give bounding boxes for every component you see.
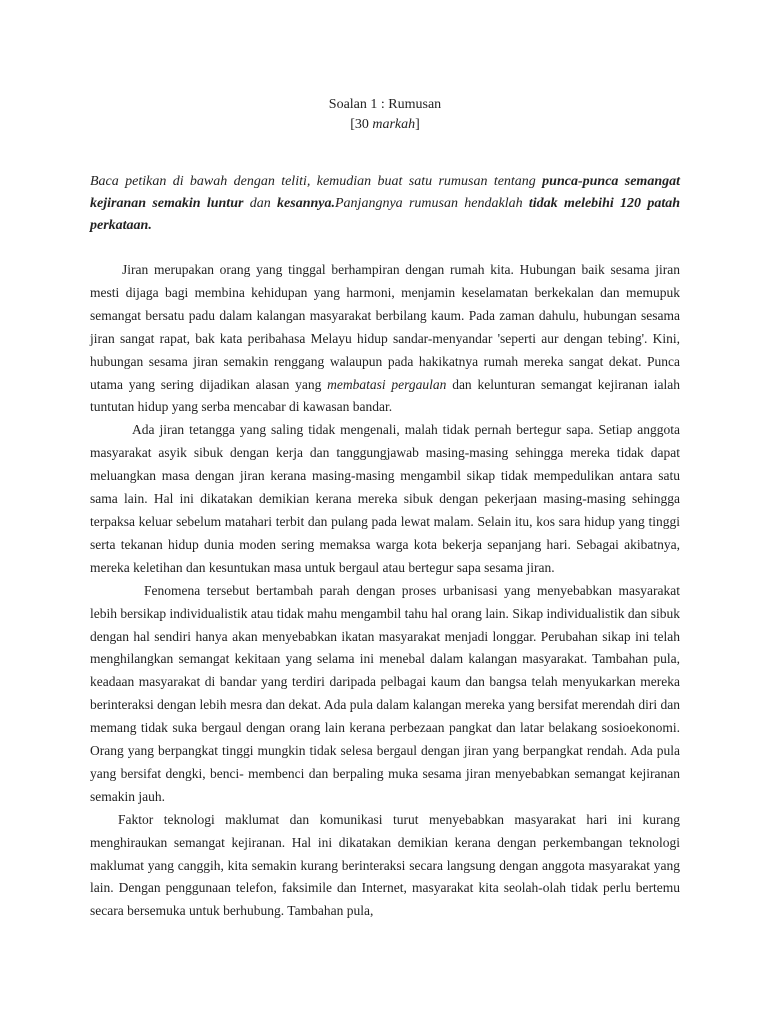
instruction-bold1: punca-punca semangat kejiranan semakin luntur [90, 174, 680, 211]
instruction-part2: dan [243, 196, 278, 211]
question-header [90, 95, 680, 135]
instruction-text [90, 171, 680, 237]
instruction-bold2: kesannya. [277, 196, 335, 211]
paragraph-2: Ada jiran tetangga yang saling tidak mengenali, malah tidak pernah bertegur sapa. Setiap anggota masyarakat asyik sibuk dengan kerja dan tanggungjawab masing-masing sehingga mereka tidak dapat meluangkan masa dengan jiran kerana masing-masing mengambil sikap tidak mempedulikan antara satu sama lain. Hal ini dikatakan demikian kerana mereka sibuk dengan pekerjaan masing-masing sehingga terpaksa keluar sebelum matahari terbit dan pulang pada lewat malam. Selain itu, kos sara hidup yang tinggi serta tekanan hidup dunia moden sering memaksa warga kota bekerja sepanjang hari. Sebagai akibatnya, mereka keletihan dan kesuntukan masa untuk bergaul atau bertegur sapa sesama jiran. [90, 422, 680, 575]
paragraph-1 [90, 259, 680, 419]
paragraph-3: Fenomena tersebut bertambah parah dengan proses urbanisasi yang menyebabkan masyarakat lebih bersikap individualistik atau tidak mahu mengambil tahu hal orang lain. Sikap individualistik dan sibuk dengan hal sendiri hanya akan menyebabkan ikatan masyarakat menjadi longgar. Perubahan sikap ini telah menghilangkan semangat kekitaan yang selama ini menebal dalam kalangan masyarakat. Tambahan pula, keadaan masyarakat di bandar yang terdiri daripada pelbagai kaum dan bangsa telah menyukarkan mereka berinteraksi dengan lebih mesra dan dekat. Ada pula dalam kalangan mereka yang bersifat merendah diri dan memang tidak suka bergaul dengan orang lain kerana perbezaan pangkat dan latar belakang sosioekonomi. Orang yang berpangkat tinggi mungkin tidak selesa bergaul dengan jiran yang berpangkat rendah. Ada pula yang bersifat dengki, benci- membenci dan berpaling muka sesama jiran menyebabkan semangat kejiranan semakin jauh. [90, 582, 680, 804]
marks-open: [30 [350, 117, 373, 132]
marks-word: markah [372, 117, 416, 132]
paragraph-1-italic: membatasi pergaulan [327, 376, 447, 392]
marks-close: ] [415, 117, 420, 132]
instruction-bold3: tidak melebihi 120 patah perkataan. [90, 196, 681, 233]
paragraph-4: Faktor teknologi maklumat dan komunikasi turut menyebabkan masyarakat hari ini kurang menghiraukan semangat kejiranan. Hal ini dikatakan demikian kerana dengan perkembangan teknologi maklumat yang canggih, kita semakin kurang berinteraksi secara langsung dengan anggota masyarakat yang lain. Dengan penggunaan telefon, faksimile dan Internet, masyarakat kita seolah-olah tidak perlu bertemu secara bersemuka untuk berhubung. Tambahan pula, [90, 811, 680, 919]
question-title: Soalan 1 : Rumusan [328, 97, 442, 112]
marks-label [90, 115, 680, 135]
instruction-part3: Panjangnya rumusan hendaklah [335, 196, 529, 211]
paragraph-1-part-b: dan kelunturan semangat kejiranan ialah tuntutan hidup yang serba mencabar di kawasan bandar. [90, 376, 680, 415]
paragraph-1-part-a: Jiran merupakan orang yang tinggal berhampiran dengan rumah kita. Hubungan baik sesama jiran mesti dijaga bagi membina kehidupan yang harmoni, menjamin keselamatan berkekalan dan memupuk semangat bersatu padu dalam kalangan masyarakat berbilang kaum. Pada zaman dahulu, hubungan sesama jiran sangat rapat, bak kata peribahasa Melayu hidup sandar-menyandar 'seperti aur dengan tebing'. Kini, hubungan sesama jiran semakin renggang walaupun pada hakikatnya rumah mereka sangat dekat. Punca utama yang sering dijadikan alasan yang [90, 262, 680, 392]
instruction-part1: Baca petikan di bawah dengan teliti, kemudian buat satu rumusan tentang [90, 174, 543, 189]
